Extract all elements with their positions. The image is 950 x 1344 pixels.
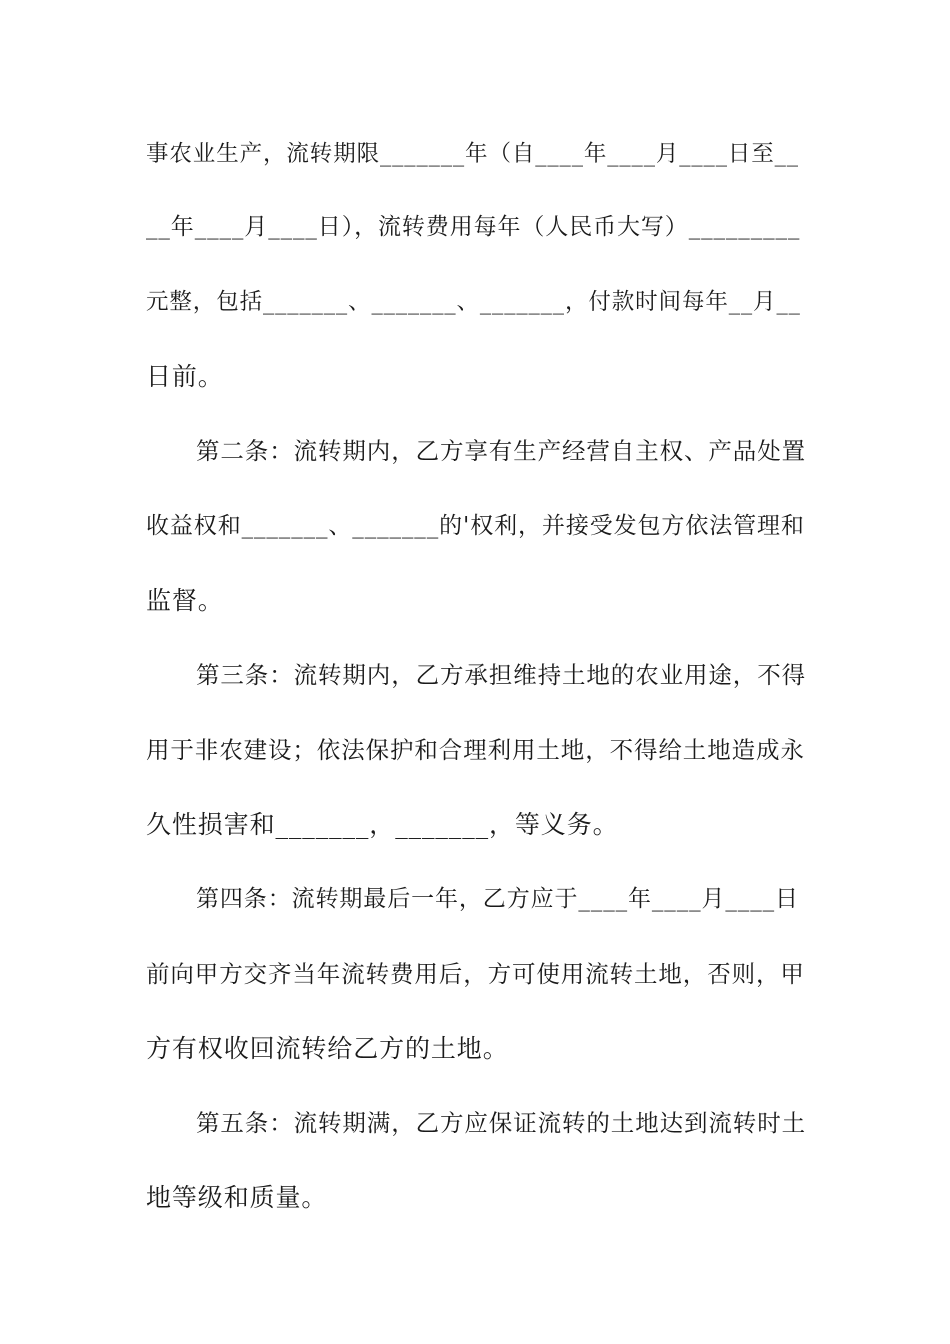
text-line: 收益权和_______、_______的'权利，并接受发包方依法管理和 [146,513,805,539]
text-line: __年____月____日），流转费用每年（人民币大写）_________ [146,214,801,240]
text-line: 监督。 [146,586,224,615]
text-line: 地等级和质量。 [146,1183,328,1212]
text-line: 前向甲方交齐当年流转费用后，方可使用流转土地，否则，甲 [146,960,805,988]
text-line: 久性损害和_______，_______，等义务。 [146,810,619,839]
text-line: 用于非农建设；依法保护和合理利用土地，不得给土地造成永 [146,736,805,764]
article-heading-line: 第二条：流转期内，乙方享有生产经营自主权、产品处置 [196,437,806,465]
article-heading-line: 第三条：流转期内，乙方承担维持土地的农业用途，不得 [196,661,806,689]
article-heading-line: 第四条：流转期最后一年，乙方应于____年____月____日 [196,886,799,912]
article-heading-line: 第五条：流转期满，乙方应保证流转的土地达到流转时土 [196,1109,806,1137]
text-line: 元整，包括_______、_______、_______，付款时间每年__月__ [146,289,801,315]
text-line: 方有权收回流转给乙方的土地。 [146,1034,509,1063]
text-line: 日前。 [146,362,224,391]
text-line: 事农业生产，流转期限_______年（自____年____月____日至__ [146,141,799,167]
